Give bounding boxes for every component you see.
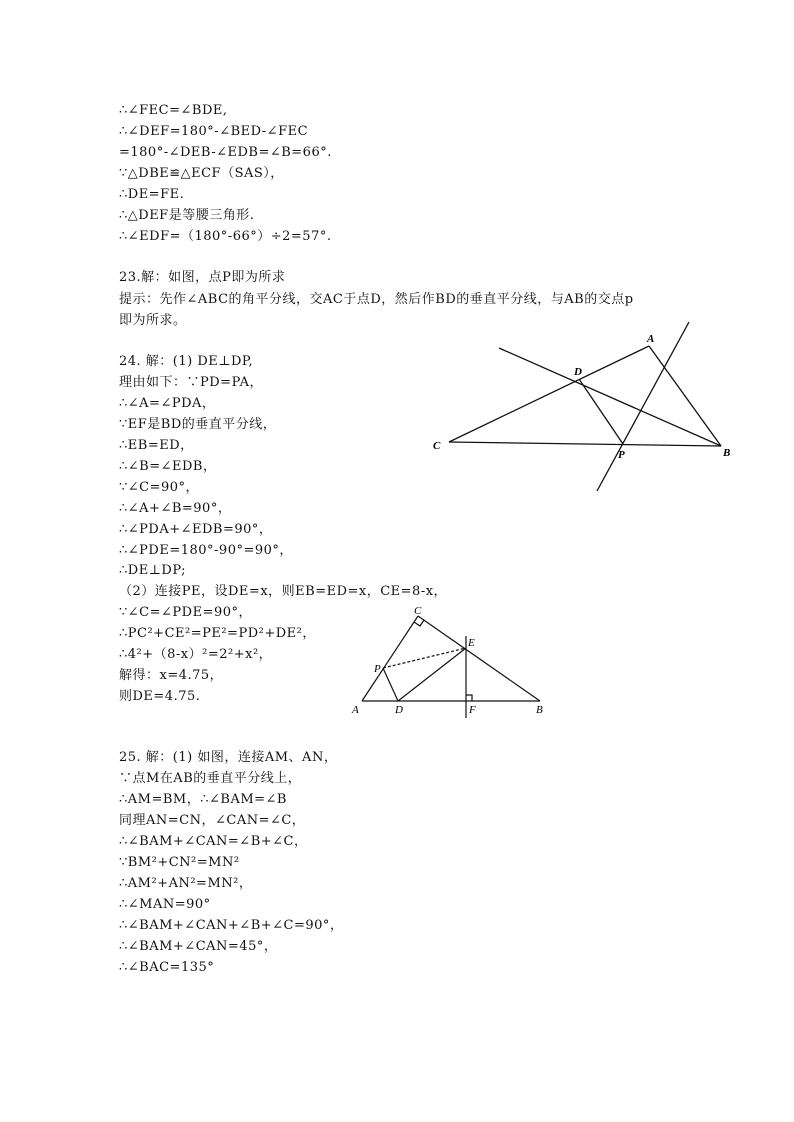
text-line: 25. 解：(1) 如图，连接AM、AN， [119,750,338,765]
geometry-figure-2 [350,606,550,722]
label-b: B [536,704,543,716]
label-c: C [433,440,441,452]
segment-ac [362,616,418,701]
text-line: ∴PC²+CE²=PE²=PD²+DE²， [119,626,316,641]
text-line: ∴△DEF是等腰三角形. [119,208,255,223]
segment-cb [418,616,540,701]
text-line: ∴∠BAM+∠CAN+∠B+∠C=90°， [119,918,344,933]
text-line: 即为所求。 [119,313,187,328]
text-line: ∴∠PDE=180°-90°=90°， [119,543,293,558]
text-line: ∴∠BAM+∠CAN=45°， [119,939,278,954]
segment-dp [579,379,623,444]
label-p: P [618,449,625,461]
segment-ca [449,346,649,442]
text-line: 则DE=4.75. [119,689,201,704]
label-c: C [414,605,422,617]
text-line: ∴∠BAM+∠CAN=∠B+∠C， [119,834,308,849]
perpendicular-bisector [597,322,689,491]
label-a: A [352,704,359,716]
text-line: ∴∠PDA+∠EDB=90°， [119,522,273,537]
text-line: ∵BM²+CN²=MN² [119,855,240,870]
label-p: P [374,663,381,675]
label-b: B [723,447,731,459]
text-line: （2）连接PE，设DE=x，则EB=ED=x，CE=8-x， [119,584,448,599]
text-line: 23.解：如图，点P即为所求 [119,270,286,285]
text-line: ∴∠BAC=135° [119,960,215,975]
text-line: ∵△DBE≌△ECF（SAS）， [119,166,284,181]
text-line: 提示：先作∠ABC的角平分线，交AC于点D，然后作BD的垂直平分线，与AB的交点p [119,292,634,307]
label-e: E [468,637,475,649]
text-line: ∴4²+（8-x）²=2²+x²， [119,647,273,662]
text-line: ∴DE=FE. [119,187,185,202]
text-line: ∴DE⊥DP; [119,563,186,578]
text-line: ∴AM=BM，∴∠BAM=∠B [119,792,287,807]
label-f: F [469,704,476,716]
label-a: A [647,333,655,345]
label-d: D [395,704,403,716]
text-line: ∴AM²+AN²=MN²， [119,876,253,891]
segment-pd [383,668,398,701]
text-line: ∴∠MAN=90° [119,897,211,912]
geometry-figure-1 [425,318,731,498]
text-line: 理由如下：∵PD=PA， [119,375,264,390]
text-line: 24. 解：(1) DE⊥DP, [119,354,254,369]
segment-cb [449,442,721,446]
text-line: ∴∠B=∠EDB， [119,459,217,474]
text-line: ∵EF是BD的垂直平分线， [119,417,277,432]
text-line: ∴∠FEC=∠BDE, [119,103,228,118]
label-d: D [574,366,582,378]
text-line: =180°-∠DEB-∠EDB=∠B=66°. [119,145,332,160]
extended-line [499,348,721,446]
right-angle-mark-c [414,620,424,626]
text-line: ∴∠A=∠PDA， [119,396,216,411]
text-line: 同理AN=CN，∠CAN=∠C， [119,813,306,828]
text-line: ∴∠DEF=180°-∠BED-∠FEC [119,124,309,139]
text-line: ∴∠EDF=（180°-66°）÷2=57°. [119,229,332,244]
text-line: ∵∠C=∠PDE=90°， [119,605,252,620]
right-angle-mark-f [466,695,472,701]
segment-ab [649,346,721,446]
text-line: 解得：x=4.75， [119,668,224,683]
text-line: ∵点M在AB的垂直平分线上， [119,771,302,786]
text-line: ∴∠A+∠B=90°， [119,501,232,516]
text-line: ∵∠C=90°， [119,480,200,495]
text-line: ∴EB=ED， [119,438,194,453]
